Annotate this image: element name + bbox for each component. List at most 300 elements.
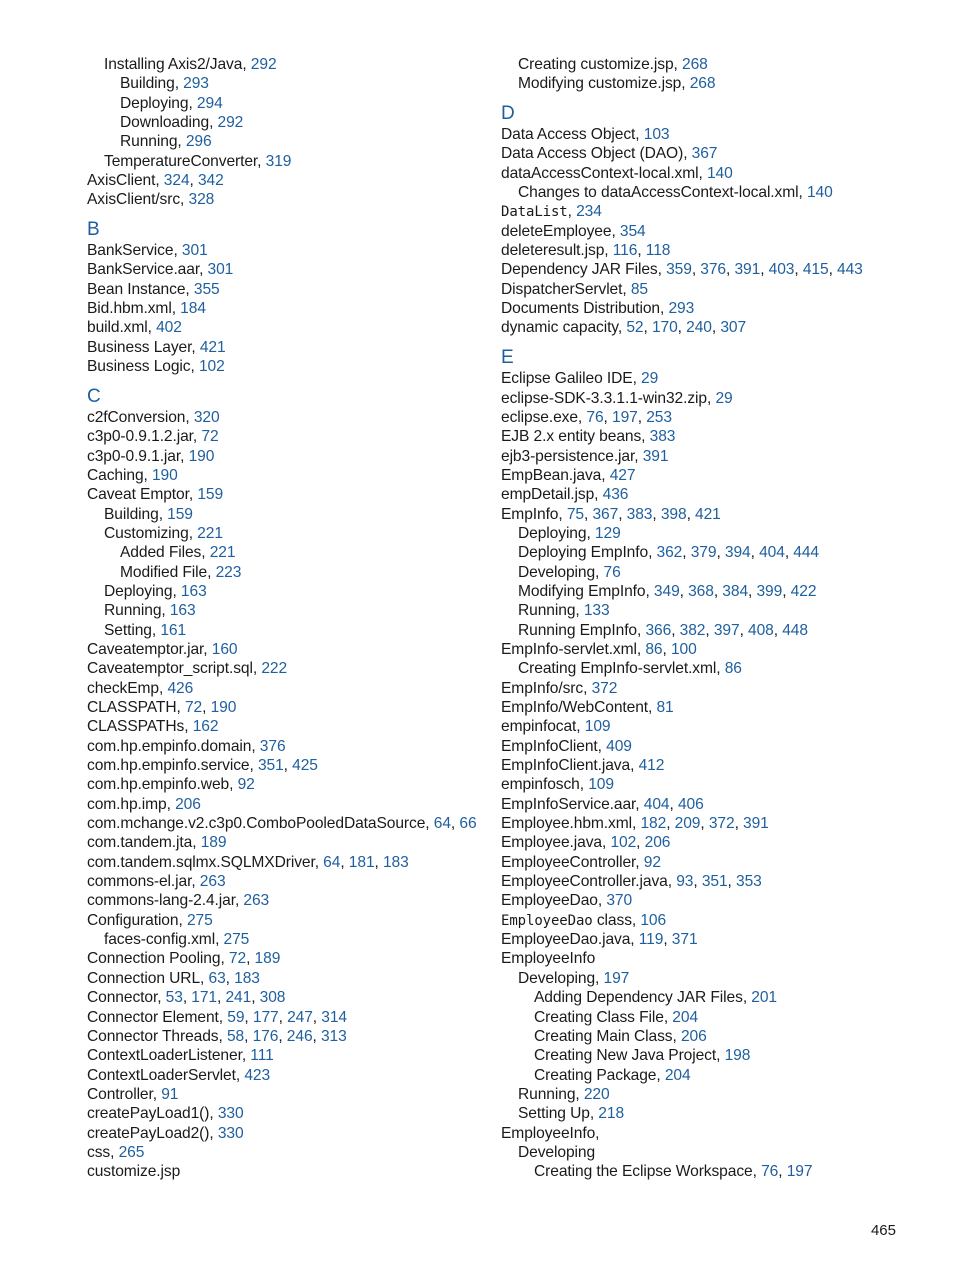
page-link[interactable]: 426 [167, 679, 194, 697]
index-term: dynamic capacity [501, 319, 618, 337]
page-link[interactable]: 159 [197, 486, 224, 504]
index-entry: Deploying, 163 [104, 582, 207, 600]
index-entry: Bean Instance, 355 [87, 280, 220, 298]
page-link[interactable]: 351 [257, 757, 284, 775]
index-term: Downloading [120, 114, 210, 132]
index-entry: build.xml, 402 [87, 319, 182, 337]
index-entry: Added Files, 221 [120, 544, 236, 562]
page-link[interactable]: 140 [706, 164, 733, 182]
page-link[interactable]: 376 [700, 261, 726, 279]
index-entry: deleteresult.jsp, 116, 118 [501, 242, 671, 260]
index-entry: Adding Dependency JAR Files, 201 [534, 989, 777, 1007]
page-link[interactable]: 118 [645, 242, 671, 260]
page-link[interactable]: 140 [806, 184, 833, 202]
page-link[interactable]: 133 [583, 602, 610, 620]
index-term: commons-el.jar [87, 873, 192, 891]
page-link[interactable]: 111 [250, 1047, 274, 1065]
index-term: deleteresult.jsp [501, 242, 605, 260]
page-link[interactable]: 240 [686, 319, 712, 337]
page-link[interactable]: 161 [160, 621, 187, 639]
page-link[interactable]: 129 [594, 524, 621, 542]
index-entry: eclipse.exe, 76, 197, 253 [501, 408, 672, 426]
index-term: Dependency JAR Files [501, 261, 658, 279]
page-link[interactable]: 307 [720, 319, 747, 337]
page-link[interactable]: 436 [602, 486, 629, 504]
index-entry: Caveat Emptor, 159 [87, 486, 224, 504]
page-link[interactable]: 294 [196, 94, 223, 112]
page-link[interactable]: 184 [180, 300, 206, 318]
index-term: Connection Pooling [87, 950, 221, 968]
page-link[interactable]: 52 [626, 319, 644, 337]
page-link[interactable]: 206 [175, 795, 201, 813]
index-term: Developing [518, 563, 596, 581]
page-link[interactable]: 448 [782, 621, 808, 639]
page-link[interactable]: 275 [186, 911, 213, 929]
index-term: Bid.hbm.xml [87, 300, 172, 318]
page-link[interactable]: 263 [243, 892, 270, 910]
page-link[interactable]: 370 [606, 892, 633, 910]
page-link[interactable]: 29 [715, 389, 733, 407]
index-term: createPayLoad2() [87, 1124, 210, 1142]
page-link[interactable]: 183 [382, 853, 409, 871]
index-term: CLASSPATHs [87, 718, 185, 736]
page-link[interactable]: 313 [320, 1027, 347, 1045]
page-link[interactable]: 406 [677, 795, 704, 813]
index-term: com.hp.imp [87, 795, 167, 813]
page-link[interactable]: 222 [261, 660, 288, 678]
page-link[interactable]: 314 [321, 1008, 347, 1026]
index-term: Building [104, 505, 159, 523]
page-link[interactable]: 163 [180, 582, 207, 600]
index-term: Deploying [518, 524, 587, 542]
page-link[interactable]: 422 [790, 582, 817, 600]
page-link[interactable]: 394 [724, 544, 751, 562]
index-term: Modifying customize.jsp [518, 75, 682, 93]
index-entry: c3p0-0.9.1.jar, 190 [87, 447, 215, 465]
page-link[interactable]: 292 [250, 56, 277, 73]
index-term: EmpInfoClient [501, 737, 598, 755]
index-entry: Deploying, 129 [518, 524, 621, 542]
index-entry: Installing Axis2/Java, 292 [104, 56, 277, 73]
page-link[interactable]: 415 [802, 261, 829, 279]
page-link[interactable]: 162 [192, 718, 219, 736]
index-term: Modifying EmpInfo [518, 582, 646, 600]
index-term: com.tandem.sqlmx.SQLMXDriver [87, 853, 315, 871]
page-link[interactable]: 159 [167, 505, 193, 523]
index-entry: com.hp.imp, 206 [87, 795, 201, 813]
page-link[interactable]: 190 [188, 447, 215, 465]
index-entry: com.hp.empinfo.web, 92 [87, 776, 255, 794]
page-link[interactable]: 102 [198, 358, 225, 376]
index-entry: Building, 159 [104, 505, 193, 523]
index-term: Running [120, 133, 178, 151]
index-entry: com.tandem.jta, 189 [87, 834, 227, 852]
index-entry: faces-config.xml, 275 [104, 931, 250, 949]
page-link[interactable]: 367 [691, 145, 718, 163]
index-entry: empinfocat, 109 [501, 718, 611, 736]
page-link[interactable]: 268 [689, 75, 716, 93]
index-entry: Modified File, 223 [120, 563, 242, 581]
index-entry: EmpBean.java, 427 [501, 466, 636, 484]
index-entry: ContextLoaderServlet, 423 [87, 1066, 271, 1084]
index-entry: Creating Main Class, 206 [534, 1027, 707, 1045]
page-link[interactable]: 197 [603, 969, 630, 987]
page-link[interactable]: 330 [217, 1124, 244, 1142]
index-entry: Business Layer, 421 [87, 338, 226, 356]
page-link[interactable]: 253 [646, 408, 672, 426]
page-link[interactable]: 246 [286, 1027, 313, 1045]
index-entry: EmpInfo/src, 372 [501, 679, 618, 697]
index-entry: Running, 163 [104, 602, 196, 620]
page-link[interactable]: 391 [734, 261, 761, 279]
index-term: Modified File [120, 563, 208, 581]
index-term: Added Files [120, 544, 202, 562]
page-link[interactable]: 241 [225, 989, 252, 1007]
page-link[interactable]: 86 [724, 660, 742, 678]
index-term: checkEmp [87, 679, 159, 697]
index-entry [501, 1124, 921, 1143]
index-entry: Connector Threads, 58, 176, 246, 313 [87, 1027, 347, 1045]
page-link[interactable]: 402 [156, 319, 182, 337]
index-term: Setting Up [518, 1105, 590, 1123]
index-section-letter: D [501, 102, 515, 124]
page-link[interactable]: 221 [197, 524, 223, 542]
index-term: ContextLoaderListener [87, 1047, 242, 1065]
page-link[interactable]: 176 [252, 1027, 279, 1045]
index-term: Deploying [104, 582, 173, 600]
index-term: Creating Main Class [534, 1027, 673, 1045]
page-link[interactable]: 190 [210, 699, 237, 716]
index-entry: Documents Distribution, 293 [501, 300, 695, 318]
page-link[interactable]: 177 [252, 1008, 279, 1026]
index-term: dataAccessContext-local.xml [501, 164, 699, 182]
index-entry: EJB 2.x entity beans, 383 [501, 428, 676, 446]
index-entry: EmployeeDao, 370 [501, 892, 633, 910]
page-link[interactable]: 408 [748, 621, 774, 639]
page-link[interactable]: 409 [606, 737, 632, 755]
index-entry: Setting, 161 [104, 621, 187, 639]
page-link[interactable]: 398 [660, 505, 687, 523]
page-link[interactable]: 293 [183, 75, 209, 93]
page-link[interactable]: 109 [588, 776, 614, 794]
page-link[interactable]: 66 [459, 815, 477, 833]
page-link[interactable]: 76 [586, 408, 604, 426]
index-entry: EmpInfoClient.java, 412 [501, 757, 665, 775]
index-entry: AxisClient, 324, 342 [87, 172, 224, 190]
index-column-right [501, 55, 921, 1182]
page-link[interactable]: 368 [688, 582, 714, 600]
page-link[interactable]: 85 [630, 280, 648, 298]
page-link[interactable]: 53 [165, 989, 183, 1007]
index-term: Business Layer [87, 338, 192, 356]
index-term: c3p0-0.9.1.2.jar [87, 428, 193, 446]
page-link[interactable]: 391 [642, 447, 669, 465]
page-link[interactable]: 383 [626, 505, 653, 523]
index-entry: Creating Package, 204 [534, 1066, 691, 1084]
page-link[interactable]: 81 [656, 699, 674, 716]
index-entry: Connection URL, 63, 183 [87, 969, 260, 987]
page-link[interactable]: 293 [668, 300, 695, 318]
index-entry: Employee.hbm.xml, 182, 209, 372, 391 [501, 815, 769, 833]
page-link[interactable]: 201 [751, 989, 777, 1007]
index-section-letter: E [501, 346, 514, 368]
index-term: EJB 2.x entity beans [501, 428, 642, 446]
index-entry: BankService, 301 [87, 242, 208, 260]
index-term: EmpInfo/WebContent [501, 699, 649, 716]
page-link[interactable]: 391 [743, 815, 769, 833]
index-entry: Caveatemptor.jar, 160 [87, 640, 238, 658]
index-entry: Deploying, 294 [120, 94, 223, 112]
page-link[interactable]: 319 [265, 152, 292, 170]
page-link[interactable]: 275 [223, 931, 250, 949]
page-link[interactable]: 58 [226, 1027, 245, 1045]
index-term-suffix: class [592, 911, 632, 929]
page-link[interactable]: 160 [211, 640, 238, 658]
index-entry: Eclipse Galileo IDE, 29 [501, 370, 659, 388]
page-link[interactable]: 189 [254, 950, 281, 968]
index-entry: EmployeeDao.java, 119, 371 [501, 931, 698, 949]
page-link[interactable]: 204 [664, 1066, 691, 1084]
page-link[interactable]: 170 [651, 319, 678, 337]
index-entry: EmployeeDao class, 106 [501, 911, 667, 929]
index-entry: CLASSPATHs, 162 [87, 718, 219, 736]
index-term: ContextLoaderServlet [87, 1066, 236, 1084]
index-term: BankService [87, 242, 174, 260]
page-link[interactable]: 367 [592, 505, 619, 523]
page-link[interactable]: 355 [193, 280, 220, 298]
index-term: EmpBean.java [501, 466, 602, 484]
page-link[interactable]: 371 [671, 931, 698, 949]
page-link[interactable]: 342 [197, 172, 224, 190]
page-link[interactable]: 171 [191, 989, 217, 1007]
index-term: CLASSPATH [87, 699, 177, 716]
index-term: Data Access Object (DAO) [501, 145, 684, 163]
page-link[interactable]: 247 [287, 1008, 313, 1026]
index-term: c3p0-0.9.1.jar [87, 447, 181, 465]
page-link[interactable]: 86 [645, 640, 663, 658]
page-link[interactable]: 349 [653, 582, 680, 600]
page-link[interactable]: 76 [761, 1163, 779, 1181]
page-link[interactable]: 204 [672, 1008, 699, 1026]
index-term: EmployeeInfo, [501, 1124, 600, 1142]
page-link[interactable]: 220 [583, 1085, 610, 1103]
page-link[interactable]: 397 [713, 621, 740, 639]
page-link[interactable]: 218 [598, 1105, 625, 1123]
page-link[interactable]: 206 [644, 834, 671, 852]
page-link[interactable]: 268 [682, 56, 708, 73]
page-link[interactable]: 412 [638, 757, 665, 775]
index-term: Deploying EmpInfo [518, 544, 649, 562]
index-term: Developing [518, 1143, 596, 1161]
page-link[interactable]: 72 [201, 428, 219, 446]
index-term: css [87, 1143, 111, 1161]
page-link[interactable]: 379 [690, 544, 717, 562]
page-link[interactable]: 64 [323, 853, 341, 871]
page-link[interactable]: 234 [576, 203, 602, 221]
page-link[interactable]: 100 [670, 640, 697, 658]
page-link[interactable]: 384 [722, 582, 749, 600]
page-link[interactable]: 109 [584, 718, 611, 736]
page-link[interactable]: 362 [656, 544, 683, 562]
index-entry: TemperatureConverter, 319 [104, 152, 292, 170]
index-entry: Deploying EmpInfo, 362, 379, 394, 404, 444 [518, 544, 819, 562]
page-link[interactable]: 190 [151, 466, 178, 484]
page-link[interactable]: 72 [228, 950, 247, 968]
page-link[interactable]: 423 [244, 1066, 271, 1084]
page-link[interactable]: 320 [193, 408, 220, 426]
page-link[interactable]: 353 [736, 873, 762, 891]
page-link[interactable]: 116 [612, 242, 638, 260]
page-link[interactable]: 189 [200, 834, 227, 852]
page-link[interactable]: 119 [638, 931, 664, 949]
page-link[interactable]: 376 [259, 737, 286, 755]
index-term: Employee.java [501, 834, 602, 852]
index-term: Customizing [104, 524, 189, 542]
index-term: com.mchange.v2.c3p0.ComboPooledDataSource [87, 815, 426, 833]
page-link[interactable]: 427 [609, 466, 636, 484]
index-entry: com.tandem.sqlmx.SQLMXDriver, 64, 181, 183 [87, 853, 409, 871]
page-link[interactable]: 403 [768, 261, 795, 279]
index-section-letter: C [87, 385, 101, 407]
page-link[interactable]: 372 [708, 815, 735, 833]
page-link[interactable]: 163 [169, 602, 196, 620]
page-link[interactable]: 301 [207, 261, 234, 279]
page-link[interactable]: 351 [701, 873, 728, 891]
page-link[interactable]: 221 [209, 544, 236, 562]
index-term: eclipse.exe [501, 408, 578, 426]
index-entry: ContextLoaderListener, 111 [87, 1047, 274, 1065]
page-link[interactable]: 206 [680, 1027, 707, 1045]
index-entry: EmpInfo/WebContent, 81 [501, 699, 674, 716]
index-term: EmployeeInfo [501, 950, 596, 968]
index-term: Documents Distribution [501, 300, 660, 318]
index-entry: EmpInfoClient, 409 [501, 737, 632, 755]
page-link[interactable]: 308 [259, 989, 286, 1007]
index-term: Running [518, 1085, 576, 1103]
index-entry: Configuration, 275 [87, 911, 213, 929]
page-link[interactable]: 324 [163, 172, 190, 190]
page-link[interactable]: 198 [724, 1047, 751, 1065]
page-link[interactable]: 383 [649, 428, 676, 446]
page-link[interactable]: 64 [433, 815, 451, 833]
index-term: Developing [518, 969, 596, 987]
page-link[interactable]: 93 [676, 873, 694, 891]
index-term: ejb3-persistence.jar [501, 447, 635, 465]
page-link[interactable]: 91 [161, 1085, 179, 1103]
page-link[interactable]: 404 [643, 795, 670, 813]
index-term: EmpInfo-servlet.xml [501, 640, 637, 658]
index-term: Creating Class File [534, 1008, 664, 1026]
index-term: Data Access Object [501, 126, 636, 144]
page-link[interactable]: 359 [666, 261, 692, 279]
page-link[interactable]: 301 [181, 242, 208, 260]
page-link[interactable]: 444 [793, 544, 819, 562]
page-link[interactable]: 443 [837, 261, 863, 279]
page-link[interactable]: 382 [679, 621, 706, 639]
index-term: commons-lang-2.4.jar [87, 892, 235, 910]
page-link[interactable]: 102 [610, 834, 637, 852]
index-section-letter: B [87, 218, 100, 240]
index-term: Caveat Emptor [87, 486, 189, 504]
page-link[interactable]: 182 [640, 815, 667, 833]
index-entry: EmpInfoService.aar, 404, 406 [501, 795, 704, 813]
index-entry: ejb3-persistence.jar, 391 [501, 447, 669, 465]
page-link[interactable]: 265 [118, 1143, 145, 1161]
page-link[interactable]: 421 [199, 338, 226, 356]
index-entry: BankService.aar, 301 [87, 261, 234, 279]
page-link[interactable]: 183 [234, 969, 260, 987]
page-link[interactable]: 330 [217, 1105, 244, 1123]
index-entry: commons-el.jar, 263 [87, 873, 226, 891]
page-link[interactable]: 92 [237, 776, 255, 794]
index-entry [87, 1162, 487, 1181]
index-term: Bean Instance [87, 280, 186, 298]
page-link[interactable]: 75 [566, 505, 584, 523]
index-term: Creating customize.jsp [518, 56, 674, 73]
index-term: Connection URL [87, 969, 201, 987]
page-link[interactable]: 92 [643, 853, 661, 871]
page-link[interactable]: 103 [643, 126, 670, 144]
index-term: BankService.aar [87, 261, 200, 279]
index-entry: Caching, 190 [87, 466, 178, 484]
page-link[interactable]: 72 [184, 699, 203, 716]
page-link[interactable]: 399 [756, 582, 783, 600]
page-link[interactable]: 404 [759, 544, 785, 562]
page-link[interactable]: 76 [603, 563, 621, 581]
page-link[interactable]: 296 [185, 133, 212, 151]
page-link[interactable]: 63 [208, 969, 226, 987]
index-entry: Dependency JAR Files, 359, 376, 391, 403, 415, 443 [501, 261, 863, 279]
index-term: empDetail.jsp [501, 486, 595, 504]
page-link[interactable]: 197 [786, 1163, 813, 1181]
index-entry: Changes to dataAccessContext-local.xml, 140 [518, 184, 833, 202]
index-term: Changes to dataAccessContext-local.xml [518, 184, 799, 202]
index-entry: Setting Up, 218 [518, 1105, 625, 1123]
page-link[interactable]: 197 [612, 408, 638, 426]
page-link[interactable]: 372 [591, 679, 618, 697]
page-link[interactable]: 292 [217, 114, 244, 132]
index-entry: Creating Class File, 204 [534, 1008, 699, 1026]
index-entry: c2fConversion, 320 [87, 408, 220, 426]
page-link[interactable]: 366 [645, 621, 672, 639]
page-link[interactable]: 106 [640, 911, 667, 929]
index-term: c2fConversion [87, 408, 186, 426]
index-term: eclipse-SDK-3.3.1.1-win32.zip [501, 389, 707, 407]
page-link[interactable]: 223 [215, 563, 242, 581]
index-term: Adding Dependency JAR Files [534, 989, 743, 1007]
index-term: com.tandem.jta [87, 834, 193, 852]
index-entry: AxisClient/src, 328 [87, 191, 215, 209]
index-entry: checkEmp, 426 [87, 679, 194, 697]
page-link[interactable]: 29 [641, 370, 659, 388]
page-link[interactable]: 59 [227, 1008, 245, 1026]
index-entry: deleteEmployee, 354 [501, 222, 646, 240]
page-link[interactable]: 425 [292, 757, 318, 775]
index-entry: DispatcherServlet, 85 [501, 280, 648, 298]
page-link[interactable]: 209 [674, 815, 701, 833]
index-term: Building [120, 75, 175, 93]
index-term: AxisClient/src [87, 191, 181, 209]
index-entry: Building, 293 [120, 75, 209, 93]
index-entry: Creating New Java Project, 198 [534, 1047, 751, 1065]
index-entry: com.mchange.v2.c3p0.ComboPooledDataSource, 64, 66 [87, 815, 477, 833]
page-link[interactable]: 328 [188, 191, 215, 209]
page-link[interactable]: 181 [348, 853, 375, 871]
page-link[interactable]: 421 [695, 505, 721, 523]
page-link[interactable]: 354 [619, 222, 646, 240]
page-link[interactable]: 263 [199, 873, 226, 891]
index-term: EmployeeDao [501, 912, 593, 929]
